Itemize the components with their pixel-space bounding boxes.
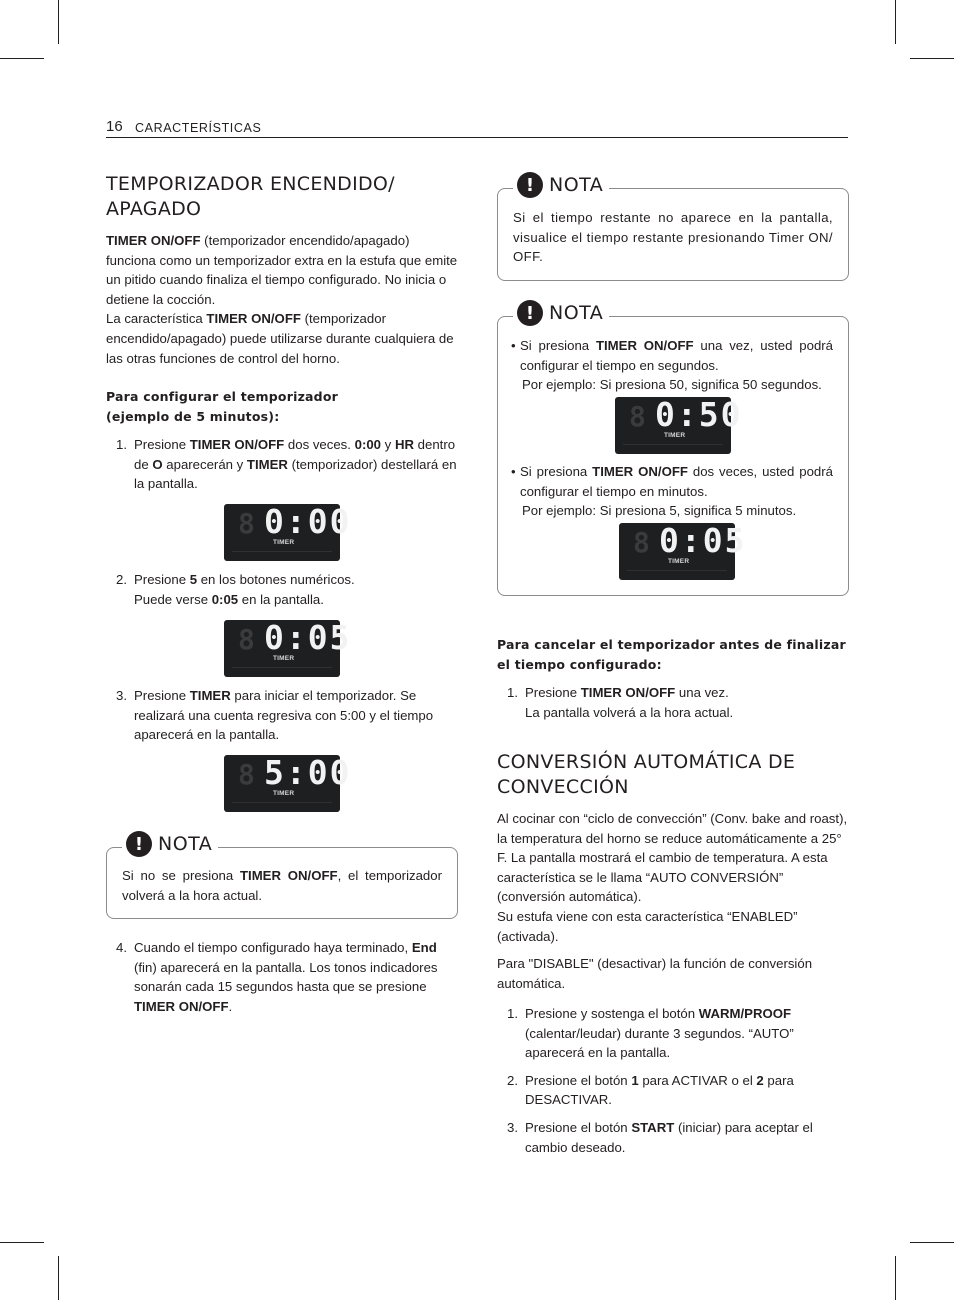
text: Si no se presiona	[122, 868, 240, 883]
bold-term: TIMER ON/OFF	[580, 685, 676, 700]
step-number: 3.	[116, 688, 127, 703]
timer-title	[106, 172, 436, 222]
step-number: 1.	[507, 1006, 518, 1021]
crop-mark	[910, 58, 954, 59]
crop-mark	[895, 1256, 896, 1300]
bold-term: START	[631, 1119, 675, 1135]
bold-term: TIMER ON/OFF	[592, 464, 688, 479]
cancel-step-1	[497, 683, 849, 722]
list-item	[106, 938, 458, 1016]
text: dos veces, usted podrá configurar el tiempo en minutos.	[520, 464, 833, 499]
note-box	[497, 302, 849, 596]
text: , el temporizador volverá a la hora actual.	[122, 868, 442, 903]
note-label: NOTA	[158, 833, 213, 855]
crop-mark	[910, 1242, 954, 1243]
text: dentro de	[134, 437, 456, 472]
oven-display-image	[619, 521, 747, 580]
note-header	[513, 300, 609, 326]
convection-steps	[497, 1004, 849, 1157]
text: Cuando el tiempo configurado haya terminado,	[134, 940, 412, 955]
list-item	[497, 683, 849, 722]
bold-term: 2	[756, 1072, 764, 1088]
text: La característica	[106, 311, 207, 327]
list-item	[106, 686, 458, 745]
list-item	[106, 570, 458, 609]
list-item	[497, 1004, 849, 1063]
bold-term: TIMER ON/OFF	[189, 437, 285, 452]
convection-title	[497, 750, 837, 800]
crop-mark	[58, 1256, 59, 1300]
convection-paragraph-1: Al cocinar con “ciclo de convección” (Conv. bake and roast), la temperatura del horno se reduce automáticamente a 25° F. La pantalla mostrará el cambio de temperatura. A esta característica se le llama “AUTO CONVERSIÓN” (conversión automática).	[497, 811, 848, 905]
example-text: Por ejemplo: Si presiona 50, significa 50 segundos.	[522, 377, 822, 393]
timer-step-4	[106, 938, 458, 1016]
intro-paragraph-1	[106, 231, 461, 309]
timer-indicator: TIMER	[273, 539, 295, 546]
timer-step-3	[106, 686, 458, 745]
text: Presione y sostenga el botón	[525, 1006, 699, 1021]
text: para DESACTIVAR.	[525, 1072, 794, 1108]
dim-digit: 8	[633, 526, 650, 559]
crop-mark	[58, 0, 59, 44]
convection-body	[497, 809, 849, 993]
subheading-line: (ejemplo de 5 minutos):	[106, 408, 280, 424]
list-item	[497, 1118, 849, 1157]
cancel-subheading: Para cancelar el temporizador antes de finalizar el tiempo configurado:	[497, 637, 846, 672]
note-bullet-1	[511, 336, 833, 395]
oven-display-image	[615, 395, 743, 454]
text: Presione	[134, 572, 190, 587]
text: (iniciar) para aceptar el cambio deseado.	[525, 1119, 813, 1155]
text: en los botones numéricos.	[197, 572, 355, 587]
text: Si presiona	[520, 338, 596, 353]
bold-term: TIMER ON/OFF	[239, 868, 338, 883]
exclamation-icon: !	[126, 831, 152, 857]
text: (temporizador encendido/apagado) funciona como un temporizador extra en la estufa que emite un pitido cuando finaliza el tiempo configurado. No inicia o detiene la cocción.	[106, 233, 458, 307]
text: (temporizador) destellará en la pantalla.	[134, 456, 457, 492]
display-segment	[232, 802, 332, 803]
text: .	[228, 998, 233, 1014]
text: La pantalla volverá a la hora actual.	[525, 704, 734, 720]
bold-term: O	[152, 456, 163, 472]
section-title: CARACTERÍSTICAS	[135, 121, 262, 135]
convection-paragraph-3: Para "DISABLE" (desactivar) la función de conversión automática.	[497, 956, 813, 991]
text: Si presiona	[520, 464, 593, 479]
intro-paragraph-2	[106, 309, 461, 368]
step-number: 1.	[507, 685, 518, 700]
display-digits: 0:00	[264, 502, 352, 541]
display-digits: 0:05	[264, 618, 352, 657]
display-segment	[232, 551, 332, 552]
text: y	[381, 437, 395, 452]
text: para iniciar el temporizador. Se realizará una cuenta regresiva con 5:00 y el tiempo aparecerá en la pantalla.	[134, 688, 434, 743]
text: (calentar/leudar) durante 3 segundos. “AUTO” aparecerá en la pantalla.	[525, 1025, 794, 1061]
display-digits: 0:05	[659, 521, 747, 560]
bold-term: End	[411, 940, 437, 955]
text: (temporizador encendido/apagado) puede utilizarse durante cualquiera de las otras funciones de control del horno.	[106, 311, 454, 366]
crop-mark	[0, 1242, 44, 1243]
timer-step-2	[106, 570, 458, 609]
crop-mark	[895, 0, 896, 44]
bullet: •	[511, 464, 516, 479]
step-number: 1.	[116, 437, 127, 452]
text: una vez, usted podrá configurar el tiempo en segundos.	[520, 338, 833, 373]
list-item	[511, 462, 833, 501]
dim-digit: 8	[238, 623, 255, 656]
bold-term: HR	[394, 437, 414, 452]
dim-digit: 8	[238, 507, 255, 540]
step-number: 3.	[507, 1119, 518, 1135]
note-text: Si el tiempo restante no aparece en la pantalla, visualice el tiempo restante presionando Timer ON/ OFF.	[513, 210, 833, 265]
text: para ACTIVAR o el	[638, 1072, 757, 1088]
note-box	[497, 174, 849, 281]
text: en la pantalla.	[238, 591, 324, 607]
crop-mark	[0, 58, 44, 59]
display-segment	[623, 444, 723, 445]
bold-term: TIMER ON/OFF	[106, 233, 201, 248]
note-header	[513, 172, 609, 198]
step-number: 2.	[507, 1072, 518, 1088]
text: una vez.	[675, 685, 729, 700]
timer-indicator: TIMER	[273, 790, 295, 797]
oven-display-image	[224, 618, 352, 677]
note-label: NOTA	[549, 174, 604, 196]
step-number: 4.	[116, 940, 127, 955]
timer-indicator: TIMER	[668, 558, 690, 565]
text: Presione	[525, 685, 581, 700]
list-item	[106, 435, 458, 494]
step-number: 2.	[116, 572, 127, 587]
bold-term: TIMER ON/OFF	[595, 338, 694, 353]
note-box	[106, 833, 458, 919]
display-segment	[627, 570, 727, 571]
text: dos veces.	[284, 437, 355, 452]
bold-term: 5	[189, 572, 198, 587]
timer-subheading	[106, 387, 461, 426]
bold-term: 0:00	[354, 437, 382, 452]
note-bullet-2	[511, 462, 833, 521]
text: Puede verse	[134, 591, 212, 607]
bold-term: TIMER	[189, 688, 231, 703]
timer-indicator: TIMER	[273, 655, 295, 662]
subheading-line: Para configurar el temporizador	[106, 389, 338, 404]
list-item	[497, 1071, 849, 1110]
timer-indicator: TIMER	[664, 432, 686, 439]
bold-term: TIMER	[246, 456, 288, 472]
convection-heading: CONVERSIÓN AUTOMÁTICA DE CONVECCIÓN	[497, 751, 796, 798]
exclamation-icon: !	[517, 172, 543, 198]
list-item	[511, 336, 833, 375]
bold-term: TIMER ON/OFF	[134, 998, 229, 1014]
bold-term: WARM/PROOF	[698, 1006, 792, 1021]
text: aparecerán y	[162, 456, 247, 472]
bold-term: 0:05	[211, 591, 239, 607]
dim-digit: 8	[238, 758, 255, 791]
note-label: NOTA	[549, 302, 604, 324]
note-text	[122, 866, 442, 905]
timer-heading: TEMPORIZADOR ENCENDIDO/ APAGADO	[106, 173, 395, 220]
timer-step-1	[106, 435, 458, 494]
oven-display-image	[224, 502, 352, 561]
text: Presione	[134, 437, 190, 452]
timer-intro	[106, 231, 461, 368]
text: Presione el botón	[525, 1119, 632, 1135]
dim-digit: 8	[629, 400, 646, 433]
example-text: Por ejemplo: Si presiona 5, significa 5 minutos.	[522, 503, 797, 519]
exclamation-icon: !	[517, 300, 543, 326]
convection-paragraph-2: Su estufa viene con esta característica “ENABLED” (activada).	[497, 908, 798, 944]
display-digits: 0:50	[655, 395, 743, 434]
text: Presione el botón	[525, 1072, 632, 1088]
oven-display-image	[224, 753, 352, 812]
display-segment	[232, 667, 332, 668]
text: Presione	[134, 688, 190, 703]
header-rule	[106, 137, 848, 138]
note-header	[122, 831, 218, 857]
bold-term: 1	[631, 1072, 639, 1088]
text: (fin) aparecerá en la pantalla. Los tonos indicadores sonarán cada 15 segundos hasta que se presione	[134, 959, 438, 995]
bullet: •	[511, 338, 516, 353]
page-number: 16	[106, 118, 123, 135]
display-digits: 5:00	[264, 753, 352, 792]
bold-term: TIMER ON/OFF	[206, 311, 301, 327]
